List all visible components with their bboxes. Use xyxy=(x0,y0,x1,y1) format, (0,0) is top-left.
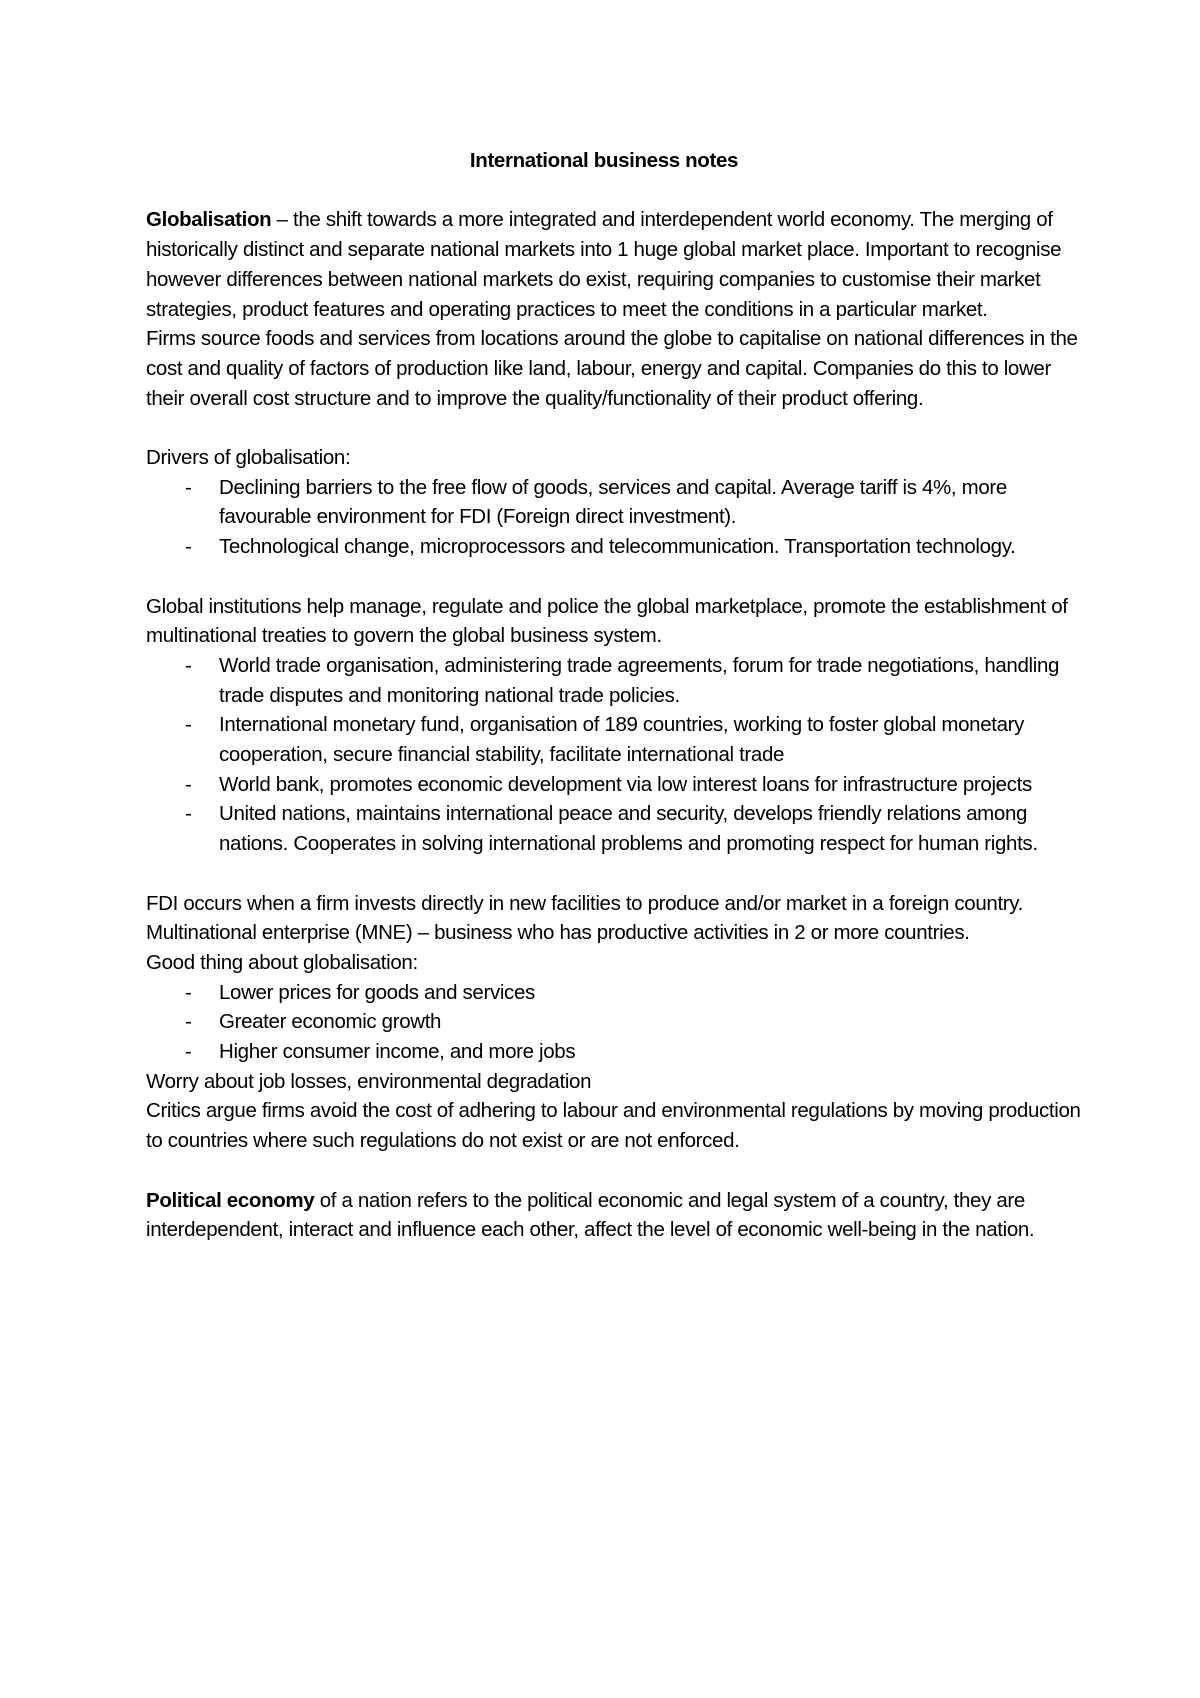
list-item-text: Greater economic growth xyxy=(219,1010,442,1034)
list-item-text: Declining barriers to the free flow of goods, services and capital. Average tariff is 4%, more favourable environment for FDI (Foreign direct investment). xyxy=(219,475,1007,529)
spacer xyxy=(146,1156,1086,1186)
spacer xyxy=(146,413,1086,443)
globalisation-text: – the shift towards a more integrated and interdependent world economy. The merging of historically distinct and separate national markets into 1 huge global market place. Important to recognise however differences between national markets do exist, requiring companies to customise their market strategies, product features and operating practices to meet the conditions in a particular market. xyxy=(146,208,1062,321)
spacer xyxy=(146,562,1086,592)
dash-bullet: - xyxy=(185,653,192,677)
list-item-text: Technological change, microprocessors and telecommunication. Transportation technology. xyxy=(219,535,1016,559)
list-item-text: Higher consumer income, and more jobs xyxy=(219,1040,576,1064)
institutions-list xyxy=(146,651,1086,859)
political-economy-text: of a nation refers to the political economic and legal system of a country, they are interdependent, interact and influence each other, affect the level of economic well-being in the nation. xyxy=(146,1188,1035,1242)
list-item xyxy=(146,770,1086,800)
political-economy-paragraph xyxy=(146,1186,1086,1245)
political-economy-term: Political economy xyxy=(146,1188,315,1212)
dash-bullet: - xyxy=(185,1040,192,1064)
good-things-list xyxy=(146,978,1086,1067)
list-item-text: United nations, maintains international peace and security, develops friendly relations among nations. Cooperates in solving international problems and promoting respect for human rights. xyxy=(219,802,1038,856)
document-title: International business notes xyxy=(469,149,739,172)
institutions-intro: Global institutions help manage, regulate and police the global marketplace, promote the establishment of multinational treaties to govern the global business system. xyxy=(146,594,1068,648)
drivers-heading: Drivers of globalisation: xyxy=(146,446,351,469)
list-item-text: International monetary fund, organisation of 189 countries, working to foster global monetary cooperation, secure financial stability, facilitate international trade xyxy=(219,713,1025,767)
document-page xyxy=(146,146,1086,1245)
dash-bullet: - xyxy=(185,802,192,826)
list-item xyxy=(146,1007,1086,1037)
drivers-list xyxy=(146,473,1086,562)
dash-bullet: - xyxy=(185,1010,192,1034)
list-item xyxy=(146,473,1086,532)
dash-bullet: - xyxy=(185,535,192,559)
list-item xyxy=(146,532,1086,562)
dash-bullet: - xyxy=(185,980,192,1004)
list-item-text: World bank, promotes economic development via low interest loans for infrastructure projects xyxy=(219,772,1032,796)
list-item xyxy=(146,651,1086,710)
good-things-heading: Good thing about globalisation: xyxy=(146,950,418,974)
fdi-definition: FDI occurs when a firm invests directly in new facilities to produce and/or market in a foreign country. xyxy=(146,891,1023,915)
critics-paragraph: Critics argue firms avoid the cost of adhering to labour and environmental regulations by moving production to countries where such regulations do not exist or are not enforced. xyxy=(146,1099,1081,1153)
list-item xyxy=(146,799,1086,858)
dash-bullet: - xyxy=(185,713,192,737)
globalisation-sourcing-paragraph: Firms source foods and services from locations around the globe to capitalise on national differences in the cost and quality of factors of production like land, labour, energy and capital. Companies do this to lower their overall cost structure and to improve the quality/functionality of their product offering. xyxy=(146,327,1078,410)
globalisation-definition xyxy=(146,205,1086,324)
list-item xyxy=(146,710,1086,769)
list-item-text: World trade organisation, administering trade agreements, forum for trade negotiations, handling trade disputes and monitoring national trade policies. xyxy=(219,653,1060,707)
mne-definition: Multinational enterprise (MNE) – business who has productive activities in 2 or more countries. xyxy=(146,921,970,945)
dash-bullet: - xyxy=(185,772,192,796)
list-item xyxy=(146,1037,1086,1067)
worry-line: Worry about job losses, environmental degradation xyxy=(146,1069,592,1093)
dash-bullet: - xyxy=(185,475,192,499)
list-item xyxy=(146,978,1086,1008)
spacer xyxy=(146,859,1086,889)
list-item-text: Lower prices for goods and services xyxy=(219,980,535,1004)
globalisation-term: Globalisation xyxy=(146,208,272,232)
